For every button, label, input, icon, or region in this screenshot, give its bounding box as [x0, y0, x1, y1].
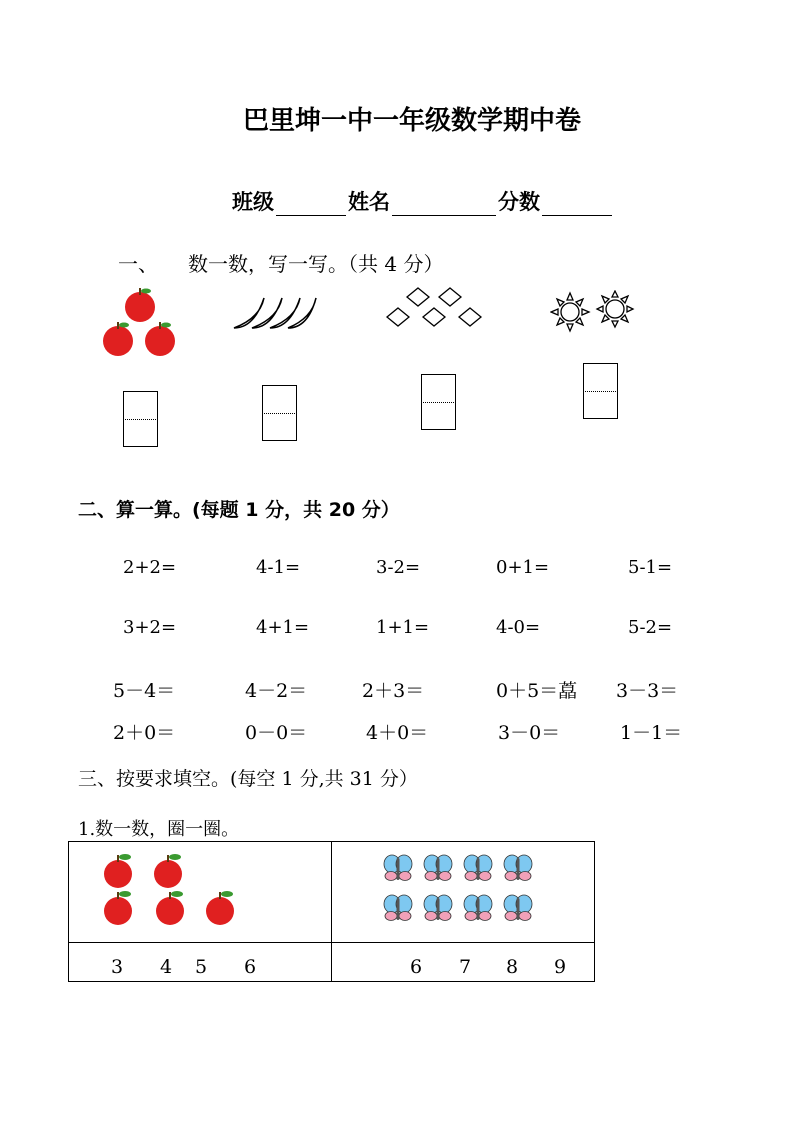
- name-label: 姓名: [348, 190, 390, 214]
- student-info-line: [232, 186, 614, 216]
- sun-icon: [597, 291, 633, 327]
- diamond-icon: [439, 288, 461, 306]
- apple-icon: [154, 854, 182, 888]
- equation: 0＋5＝藠: [496, 680, 578, 702]
- page-title: 巴里坤一中一年级数学期中卷: [242, 106, 581, 136]
- equation: 4+1=: [256, 617, 310, 638]
- butterfly-icon: [504, 855, 532, 881]
- class-blank[interactable]: [276, 195, 346, 216]
- section-3-heading: 三、按要求填空。(每空 1 分,共 31 分）: [78, 768, 418, 790]
- apples-three-illustration: [100, 286, 180, 358]
- equation: 2＋0＝: [113, 722, 176, 744]
- answer-box-suns[interactable]: [583, 363, 618, 419]
- diamond-icon: [459, 308, 481, 326]
- sun-icon: [551, 293, 589, 331]
- table-divider-vertical: [331, 841, 332, 982]
- diamond-icon: [387, 308, 409, 326]
- apple-icon: [145, 322, 175, 356]
- circle-option-number[interactable]: 7: [459, 956, 472, 978]
- answer-box-bananas[interactable]: [262, 385, 297, 441]
- circle-option-number[interactable]: 6: [244, 956, 257, 978]
- section-1-heading: 数一数，写一写。（共 4 分）: [188, 252, 444, 276]
- butterfly-icon: [384, 895, 412, 921]
- apples-five-illustration: [98, 850, 243, 930]
- circle-option-number[interactable]: 9: [554, 956, 567, 978]
- circle-option-number[interactable]: 5: [195, 956, 208, 978]
- equation: 4-1=: [256, 557, 301, 578]
- section-2-heading: 二、算一算。(每题 1 分，共 20 分）: [78, 499, 400, 521]
- table-divider-horizontal: [68, 942, 595, 943]
- equation: 3－0＝: [498, 722, 561, 744]
- butterfly-icon: [464, 895, 492, 921]
- apple-icon: [104, 854, 132, 888]
- apple-icon: [104, 891, 132, 925]
- butterfly-icon: [424, 855, 452, 881]
- apple-icon: [156, 891, 184, 925]
- suns-illustration: [550, 290, 636, 334]
- equation: 3+2=: [123, 617, 177, 638]
- equation: 0+1=: [496, 557, 550, 578]
- question-1-prompt: 1.数一数，圈一圈。: [78, 819, 240, 840]
- answer-box-apples[interactable]: [123, 391, 158, 447]
- apple-icon: [103, 322, 133, 356]
- section-1-number: 一、: [118, 252, 158, 276]
- equation: 5-2=: [628, 617, 673, 638]
- class-label: 班级: [232, 190, 274, 214]
- equation: 4-0=: [496, 617, 541, 638]
- bananas-illustration: [230, 294, 320, 334]
- butterflies-illustration: [376, 850, 542, 928]
- answer-box-diamonds[interactable]: [421, 374, 456, 430]
- equation: 1－1＝: [620, 722, 683, 744]
- diamond-icon: [423, 308, 445, 326]
- banana-icon: [234, 298, 264, 328]
- equation: 2＋3＝: [362, 680, 425, 702]
- score-label: 分数: [498, 190, 540, 214]
- apple-icon: [206, 891, 234, 925]
- circle-option-number[interactable]: 4: [160, 956, 173, 978]
- score-blank[interactable]: [542, 195, 612, 216]
- equation: 3－3＝: [616, 680, 679, 702]
- equation: 3-2=: [376, 557, 421, 578]
- equation: 5－4＝: [113, 680, 176, 702]
- butterfly-icon: [504, 895, 532, 921]
- circle-option-number[interactable]: 6: [410, 956, 423, 978]
- equation: 2+2=: [123, 557, 177, 578]
- equation: 5-1=: [628, 557, 673, 578]
- equation: 0－0＝: [245, 722, 308, 744]
- butterfly-icon: [464, 855, 492, 881]
- butterfly-icon: [384, 855, 412, 881]
- equation: 1+1=: [376, 617, 430, 638]
- butterfly-icon: [424, 895, 452, 921]
- diamonds-illustration: [384, 284, 488, 332]
- equation: 4－2＝: [245, 680, 308, 702]
- circle-option-number[interactable]: 8: [506, 956, 519, 978]
- equation: 4＋0＝: [366, 722, 429, 744]
- diamond-icon: [407, 288, 429, 306]
- circle-option-number[interactable]: 3: [111, 956, 124, 978]
- name-blank[interactable]: [392, 195, 496, 216]
- apple-icon: [125, 288, 155, 322]
